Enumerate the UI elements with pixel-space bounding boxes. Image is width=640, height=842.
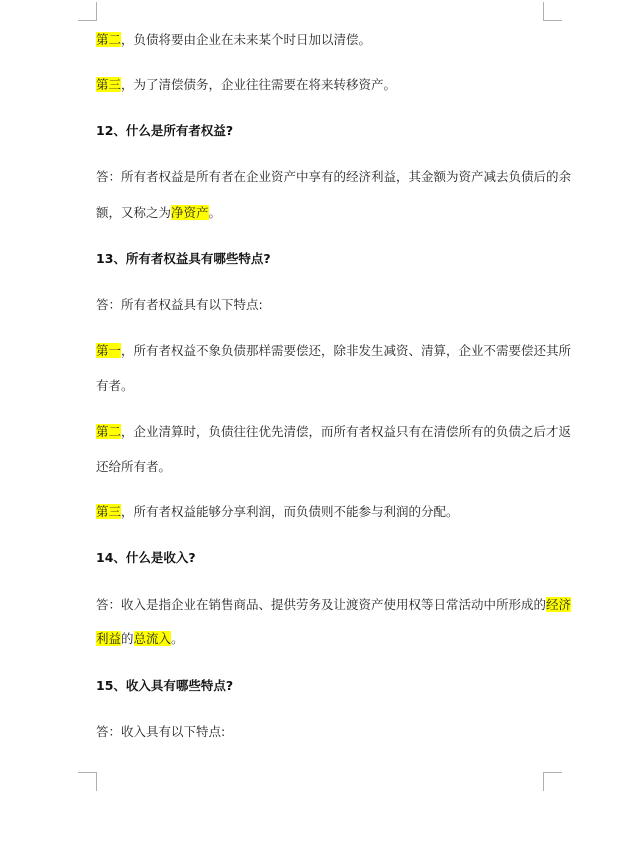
- highlighted-text: 第二: [96, 32, 122, 47]
- body-text: ，为了清偿债务，企业往往需要在将来转移资产。: [121, 77, 397, 92]
- body-text: ，所有者权益能够分享利润，而负债则不能参与利润的分配。: [121, 504, 459, 519]
- equity-point-2-line-2: [96, 458, 171, 476]
- paragraph-debt-point-3: [96, 76, 396, 94]
- body-text: 额，又称之为: [96, 205, 172, 220]
- question-heading-14: [96, 549, 196, 567]
- question-heading-13: [96, 250, 271, 268]
- answer-12-line-2: [96, 204, 221, 222]
- heading-text: 14、什么是收入?: [96, 550, 196, 565]
- body-text: 答：收入是指企业在销售商品、提供劳务及让渡资产使用权等日常活动中所形成的: [96, 597, 547, 612]
- answer-12-line-1: [96, 168, 571, 186]
- body-text: ，所有者权益不象负债那样需要偿还，除非发生减资、清算，企业不需要偿还其所: [121, 343, 572, 358]
- body-text: 。: [208, 205, 222, 220]
- body-text: ，负债将要由企业在未来某个时日加以清偿。: [121, 32, 372, 47]
- highlighted-text: 第一: [96, 343, 122, 358]
- crop-mark-bottom-right: [543, 772, 562, 791]
- highlighted-text: 利益: [96, 631, 122, 646]
- heading-text: 15、收入具有哪些特点?: [96, 678, 234, 693]
- answer-14-line-1: [96, 596, 571, 614]
- answer-13-intro: [96, 296, 263, 314]
- crop-mark-top-right: [543, 2, 562, 21]
- paragraph-debt-point-2: [96, 31, 371, 49]
- body-text: 答：所有者权益是所有者在企业资产中享有的经济利益，其金额为资产减去负债后的余: [96, 169, 572, 184]
- answer-15-intro: [96, 723, 225, 741]
- highlighted-text: 净资产: [171, 205, 209, 220]
- body-text: 。: [171, 631, 184, 646]
- body-text: ，企业清算时，负债往往优先清偿，而所有者权益只有在清偿所有的负债之后才返: [121, 424, 572, 439]
- question-heading-12: [96, 122, 233, 140]
- body-text: 答：收入具有以下特点:: [96, 724, 226, 739]
- body-text: 答：所有者权益具有以下特点:: [96, 297, 263, 312]
- question-heading-15: [96, 677, 233, 695]
- highlighted-text: 第三: [96, 504, 122, 519]
- highlighted-text: 第二: [96, 424, 122, 439]
- equity-point-1-line-1: [96, 342, 571, 360]
- heading-text: 12、什么是所有者权益?: [96, 123, 234, 138]
- body-text: 有者。: [96, 378, 134, 393]
- highlighted-text: 经济: [546, 597, 572, 612]
- body-text: 还给所有者。: [96, 459, 172, 474]
- highlighted-text: 第三: [96, 77, 122, 92]
- body-text: 的: [121, 631, 134, 646]
- equity-point-3: [96, 503, 459, 521]
- heading-text: 13、所有者权益具有哪些特点?: [96, 251, 271, 266]
- equity-point-2-line-1: [96, 423, 571, 441]
- crop-mark-top-left: [78, 2, 97, 21]
- answer-14-line-2: [96, 630, 184, 648]
- crop-mark-bottom-left: [78, 772, 97, 791]
- equity-point-1-line-2: [96, 377, 134, 395]
- highlighted-text: 总流入: [133, 631, 172, 646]
